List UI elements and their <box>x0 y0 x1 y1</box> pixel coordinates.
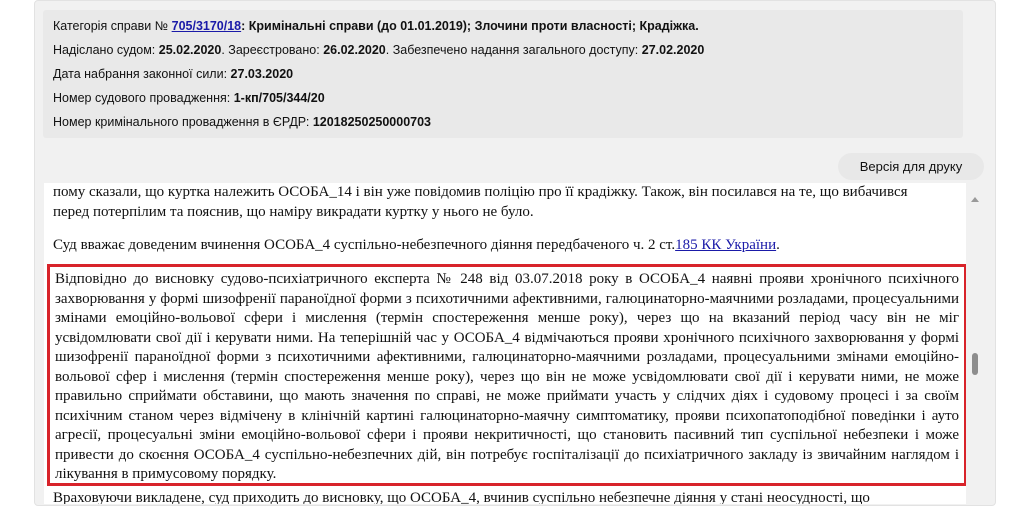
paragraph-1-line-1: пому сказали, що куртка належить ОСОБА_14 і він уже повідомив поліцію про її крадіжку. Також, він посилався на те, що вибачився <box>53 184 908 200</box>
access-label: . Забезпечено надання загального доступу: <box>385 43 639 57</box>
dates-line <box>53 43 704 57</box>
expert-conclusion-text: Відповідно до висновку судово-психіатричного експерта № 248 від 03.07.2018 року в ОСОБА_4 наявні прояви хронічного психічного захворювання у формі шизофренії параноїдної форми з психотичними афективними, галюцинаторно-маячними розладами, процесуальними змінами емоційно-вольової сфери і мислення (термін спостереження менше року), через що на вказаний період часу він не міг усвідомлювати свої дії і керувати ними. На теперішній час у ОСОБА_4 відмічаються прояви хронічного психічного захворювання у формі шизофренії параноїдної форми з психотичними афективними, галюцинаторно-маячними розладами, процесуальними змінами емоційно-вольової сфер і мислення (термін спостереження менше року), через що він не може усвідомлювати свої дії і керувати ними, не може правильно сприймати обставини, що мають значення по справі, не може приймати участь у слідчих діях і судовому процесі і за своїм психічним станом через відмічену в клінічній картині галюцинаторно-маячну симптоматику, прояви психопатоподібної поведінки і ауто агресії, процесуальні зміни емоційно-вольової сфери і прояви некритичності, що становить пасивний тип суспільної небезпеки і може привести до скоєння ОСОБА_4 суспільно-небезпечних дій, він потребує госпіталізації до психіатричного закладу із звичайним наглядом і лікування в примусовому порядку. <box>55 271 959 482</box>
scroll-up-arrow-icon[interactable] <box>971 197 979 202</box>
category-label: Категорія справи № <box>53 19 169 33</box>
print-version-button[interactable]: Версія для друку <box>838 153 984 180</box>
registered-date: 26.02.2020 <box>323 43 386 57</box>
category-value: : Кримінальні справи (до 01.01.2019); Злочини проти власності; Крадіжка. <box>241 19 699 33</box>
paragraph-4: Враховуючи викладене, суд приходить до висновку, що ОСОБА_4, вчинив суспільно небезпечне діяння у стані неосудності, що <box>53 490 870 504</box>
registered-label: . Зареєстровано: <box>221 43 320 57</box>
document-scrollbar[interactable] <box>968 183 982 504</box>
paragraph-2 <box>53 236 960 256</box>
proceeding-number: 1-кп/705/344/20 <box>233 91 325 105</box>
effective-date: 27.03.2020 <box>230 67 294 81</box>
erdr-number: 12018250250000703 <box>312 115 432 129</box>
effective-label: Дата набрання законної сили: <box>53 67 228 81</box>
erdr-line <box>53 115 431 129</box>
scrollbar-thumb[interactable] <box>972 353 978 375</box>
category-line <box>53 19 699 33</box>
sent-date: 25.02.2020 <box>158 43 222 57</box>
case-number-link[interactable]: 705/3170/18 <box>171 19 242 33</box>
sent-label: Надіслано судом: <box>53 43 156 57</box>
proceeding-line <box>53 91 325 105</box>
paragraph-2-end: . <box>776 237 780 253</box>
effective-date-line <box>53 67 293 81</box>
erdr-label: Номер кримінального провадження в ЄРДР: <box>53 115 310 129</box>
case-metadata <box>43 10 963 138</box>
paragraph-2-text: Суд вважає доведеним вчинення ОСОБА_4 суспільно-небезпечного діяння передбаченого ч. 2 ст. <box>53 237 676 253</box>
document-body <box>44 183 966 504</box>
paragraph-1-line-2: перед потерпілим та пояснив, що наміру викрадати куртку у нього не було. <box>53 204 534 220</box>
criminal-code-link[interactable]: 185 КК України <box>675 237 777 253</box>
proceeding-label: Номер судового провадження: <box>53 91 231 105</box>
access-date: 27.02.2020 <box>641 43 705 57</box>
highlighted-paragraph <box>47 264 966 486</box>
